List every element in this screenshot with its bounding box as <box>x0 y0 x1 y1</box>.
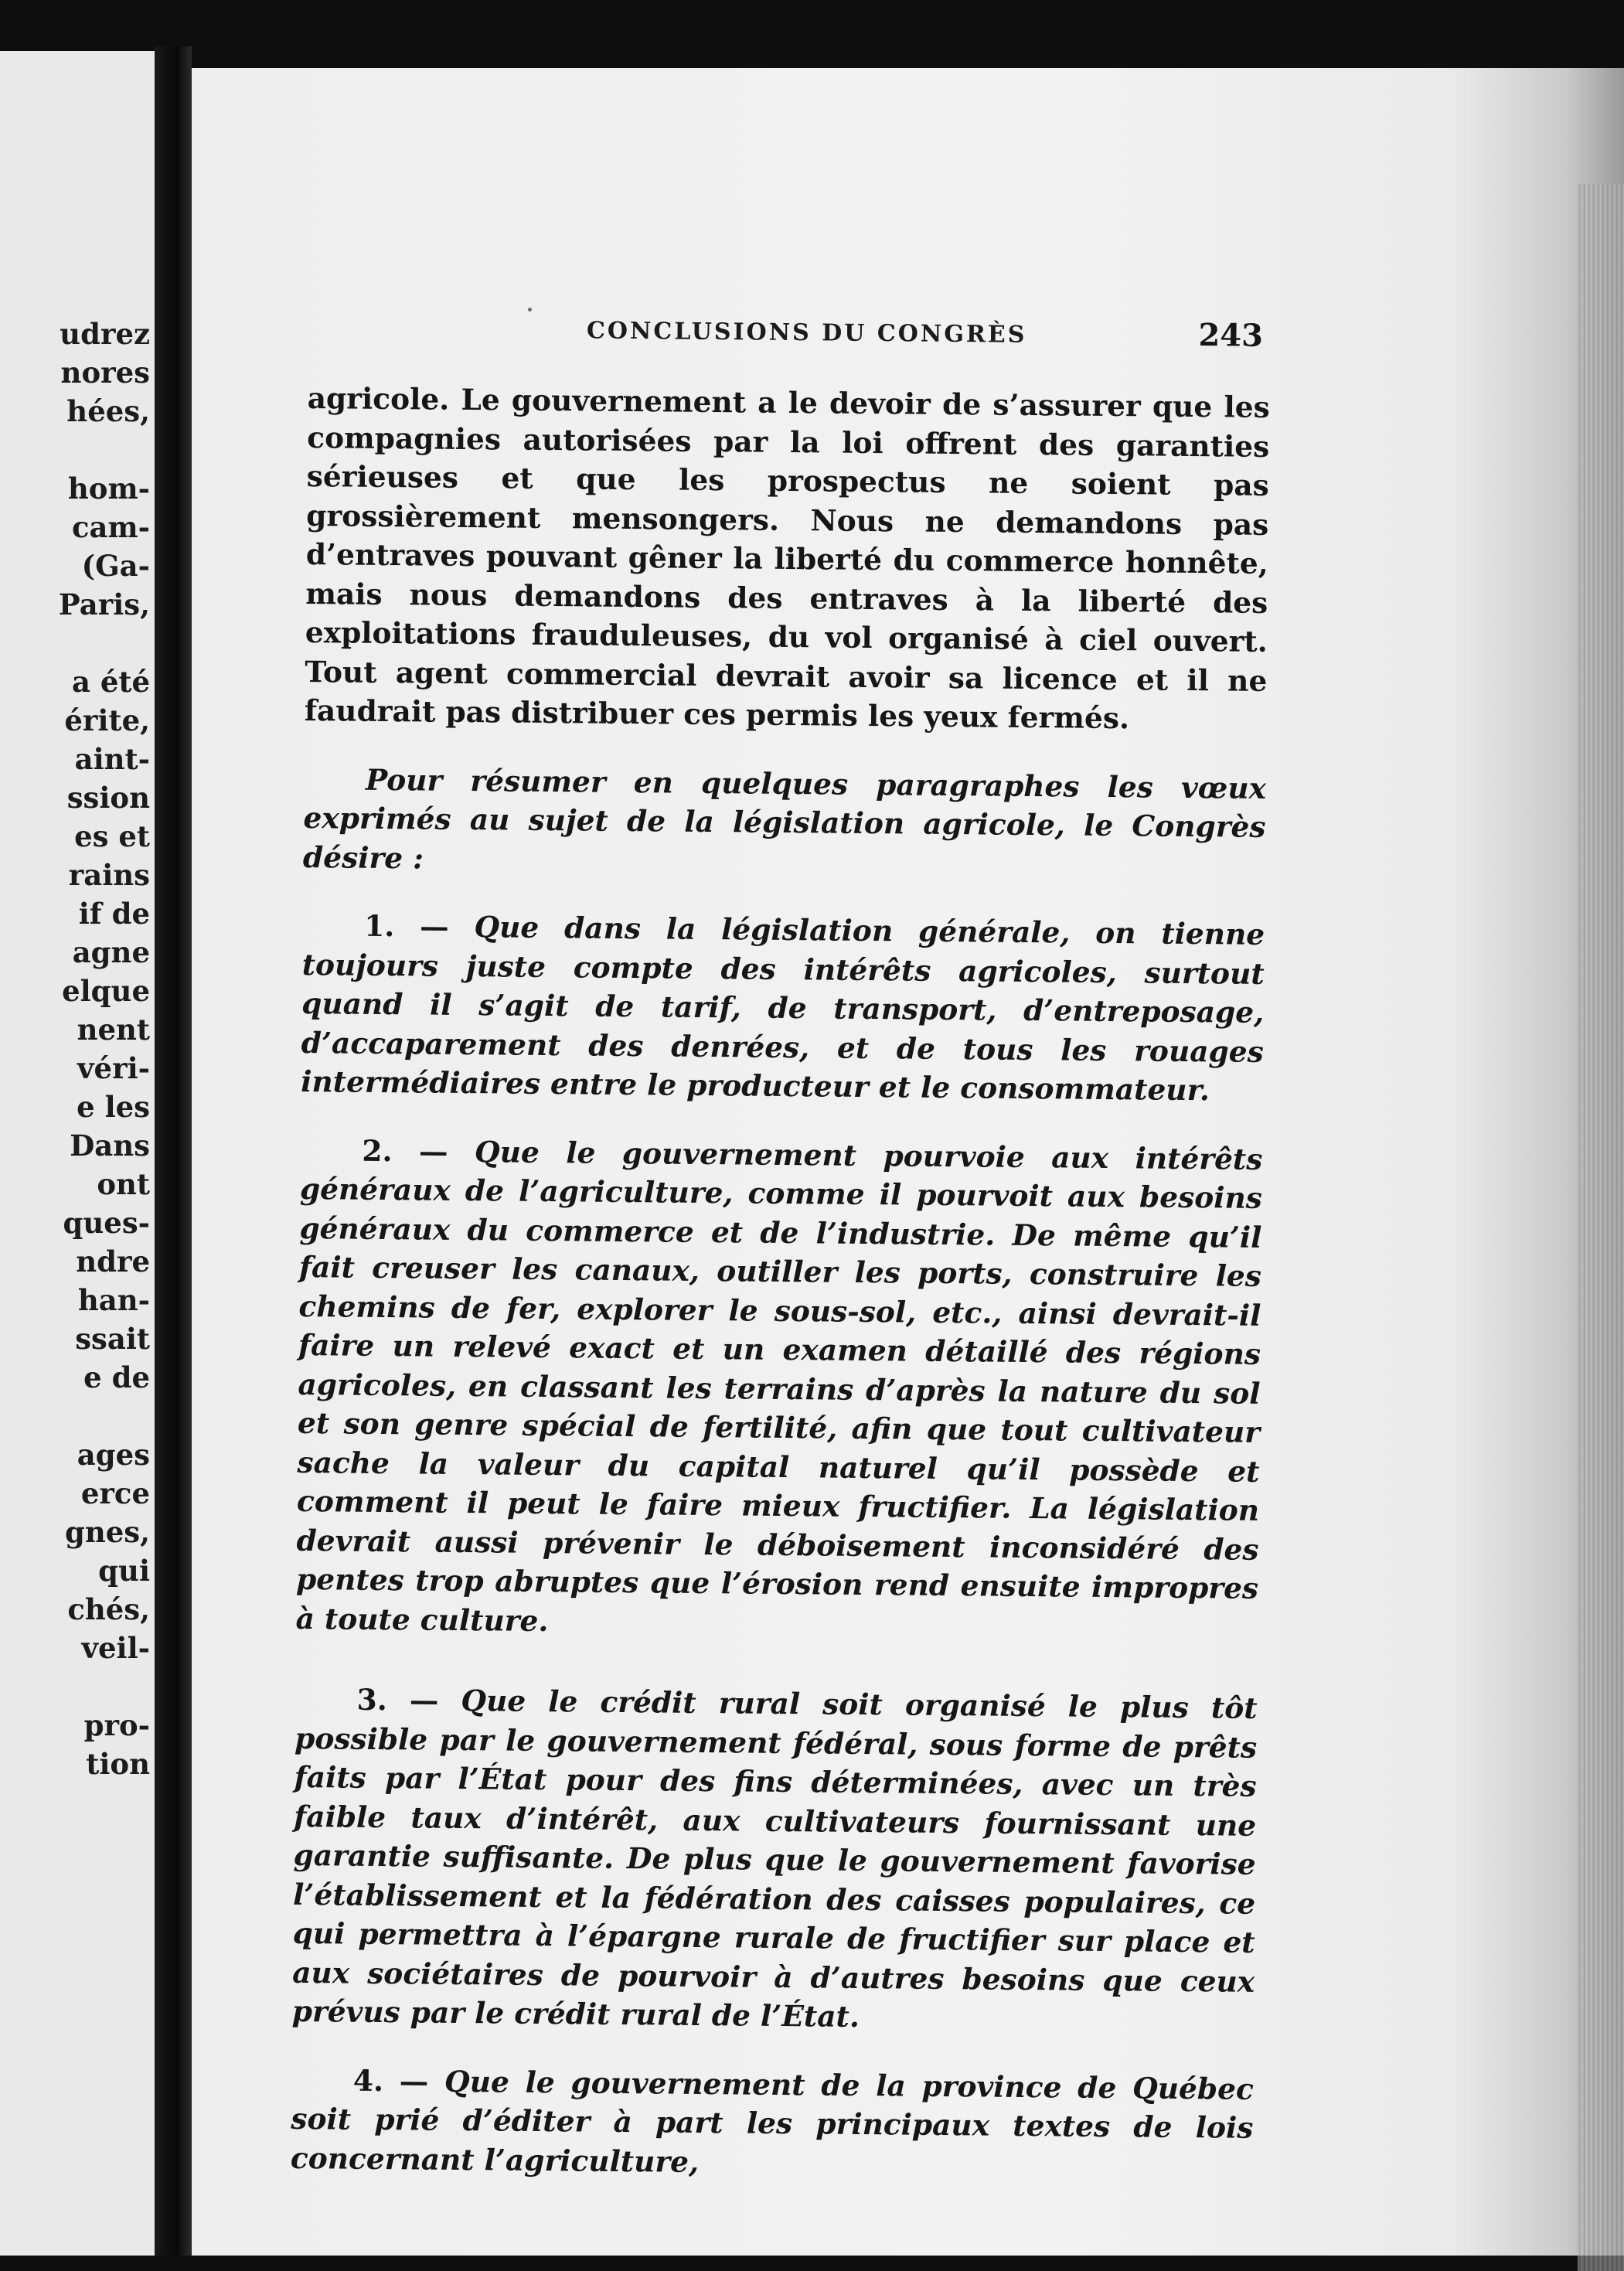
item-number: 2. — <box>362 1133 448 1169</box>
facing-page-fragment: nores <box>60 356 150 390</box>
facing-page-fragment: chés, <box>67 1592 150 1626</box>
facing-page-fragment: Paris, <box>58 587 150 621</box>
facing-page-fragment: ont <box>97 1167 150 1201</box>
facing-page-fragment: rains <box>68 858 150 892</box>
facing-page-fragment: cam- <box>71 510 150 544</box>
facing-page-fragment: ages <box>77 1438 150 1472</box>
running-title: CONCLUSIONS DU CONGRÈS <box>586 317 1027 349</box>
facing-page-fragment: érite, <box>64 703 150 737</box>
page-edge-shadow <box>1578 184 1624 2271</box>
facing-page-fragment: agne <box>72 935 150 969</box>
body-text <box>291 379 1270 2187</box>
facing-page-fragment: udrez <box>60 317 150 351</box>
facing-page-fragment: hées, <box>66 394 150 428</box>
book-gutter <box>155 46 192 2256</box>
intro-paragraph: Pour résumer en quelques paragraphes les vœux exprimés au sujet de la législation agricole, le Congrès désire : <box>302 762 1267 875</box>
facing-page-fragment: han- <box>77 1283 150 1317</box>
opening-paragraph: agricole. Le gouvernement a le devoir de s’assurer que les compagnies autorisées par la loi offrent des garanties sérieuses et que les prospectus ne soient pas grossièrement mensongers. Nous ne demandons pas d’entraves pouvant gêner la liberté du commerce honnête, mais nous demandons des entraves à la liberté des exploitations frauduleuses, du vol organisé à ciel ouvert. Tout agent commercial devrait avoir sa licence et il ne faudrait pas distribuer ces permis les yeux fermés. <box>304 380 1270 736</box>
facing-page-fragment: erce <box>80 1476 150 1510</box>
facing-page-fragment: Dans <box>70 1129 150 1163</box>
facing-page-fragment: es et <box>74 819 150 853</box>
facing-page-fragment: veil- <box>81 1631 150 1665</box>
facing-page-fragment: qui <box>98 1554 150 1588</box>
facing-page-fragment: a été <box>71 665 150 699</box>
facing-page-fragment: ssion <box>66 781 150 815</box>
resolution-item <box>291 1680 1257 2040</box>
item-number: 4. — <box>352 2063 429 2099</box>
item-text: Que le gouvernement pourvoie aux intérêts généraux de l’agriculture, comme il pourvoit aux besoins généraux du commerce et de l’industrie. De même qu’il fait creuser les canaux, outiller les ports, construire les chemins de fer, explorer le sous-sol, etc., ainsi devrait-il faire un relevé exact et un examen détaillé des régions agricoles, en classant les terrains d’après la nature du sol et son genre spécial de fertilité, afin que tout cultivateur sache la valeur du capital naturel qu’il possède et comment il peut le faire mieux fructifier. La législation devrait aussi prévenir le déboisement inconsidéré des pentes trop abruptes que l’érosion rend ensuite impropres à toute culture. <box>295 1134 1263 1638</box>
facing-page <box>0 51 155 2256</box>
facing-page-fragment: e de <box>83 1360 150 1394</box>
facing-page-fragment: hom- <box>67 472 150 506</box>
facing-page-fragment: véri- <box>77 1051 150 1085</box>
facing-page-fragment: tion <box>86 1747 150 1781</box>
facing-page-fragment: e les <box>77 1090 150 1124</box>
facing-page-fragment: ques- <box>63 1206 150 1240</box>
item-number: 1. — <box>363 908 449 944</box>
item-text: Que le gouvernement de la province de Québec soit prié d’éditer à part les principaux textes de lois concernant l’agriculture, <box>290 2064 1255 2179</box>
resolution-item <box>291 2060 1254 2186</box>
facing-page-fragment: elque <box>62 974 150 1008</box>
facing-page-fragment: aint- <box>74 742 150 776</box>
item-text: Que dans la législation générale, on tienne toujours juste compte des intérêts agricoles, surtout quand il s’agit de tarif, de transport, d’entreposage, d’accaparement des denrées, et de tous les rouages intermédiaires entre le producteur et le consommateur. <box>301 909 1265 1108</box>
facing-page-fragment: ssait <box>75 1322 150 1356</box>
facing-page-fragment: (Ga- <box>81 549 150 583</box>
print-speck <box>528 308 532 312</box>
page-number: 243 <box>1198 316 1264 354</box>
facing-page-fragment: gnes, <box>64 1515 150 1549</box>
item-text: Que le crédit rural soit organisé le plus tôt possible par le gouvernement fédéral, sous forme de prêts faits par l’État pour des fins déterminées, avec un très faible taux d’intérêt, aux cultivateurs fournissant une garantie suffisante. De plus que le gouvernement favorise l’établissement et la fédération des caisses populaires, ce qui permettra à l’épargne rurale de fructifier sur place et aux sociétaires de pourvoir à d’autres besoins que ceux prévus par le crédit rural de l’État. <box>291 1683 1258 2034</box>
facing-page-fragment: nent <box>77 1013 150 1047</box>
facing-page-fragment: ndre <box>76 1244 150 1279</box>
facing-page-fragment: pro- <box>83 1708 150 1742</box>
facing-page-fragment: if de <box>78 897 150 931</box>
resolution-item <box>295 1130 1262 1646</box>
resolution-item <box>301 906 1265 1110</box>
item-number: 3. — <box>356 1682 439 1718</box>
